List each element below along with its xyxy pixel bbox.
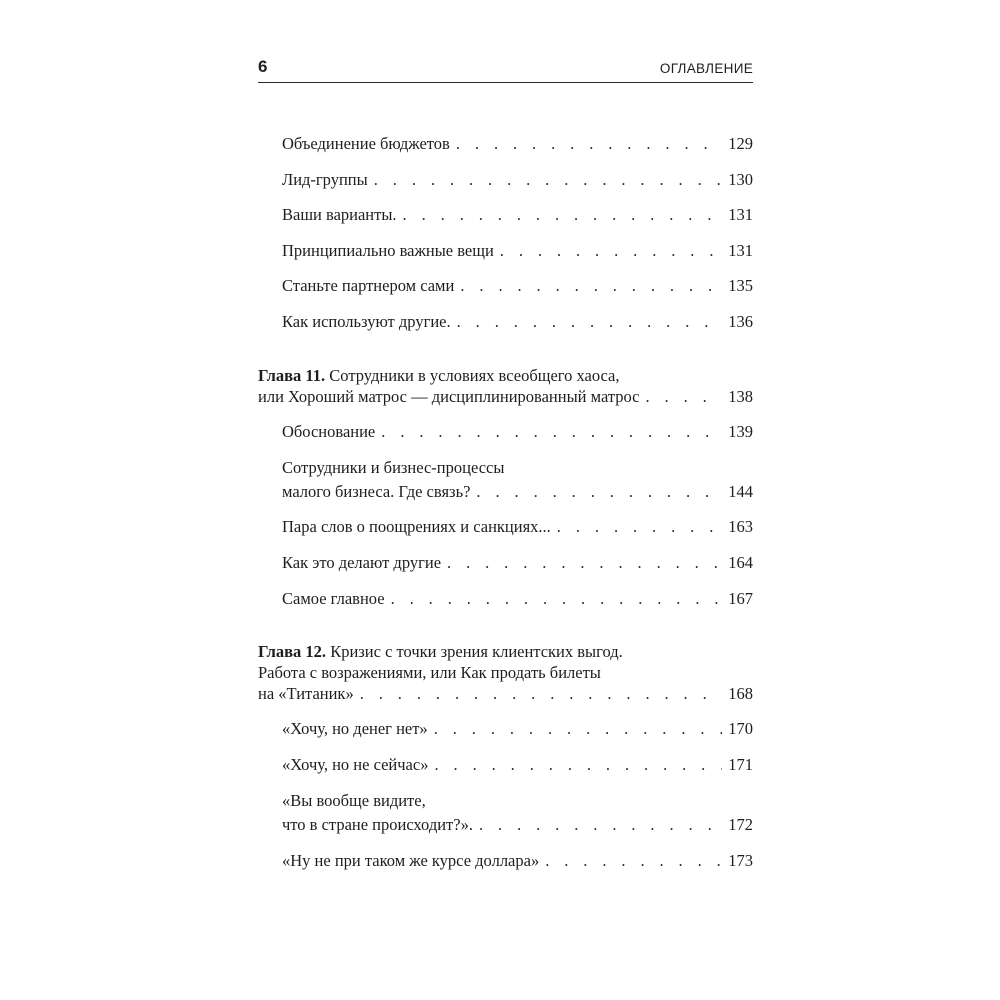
chapter-label: Глава 11. xyxy=(258,366,326,385)
toc-entry-page: 167 xyxy=(728,589,753,608)
section-title: ОГЛАВЛЕНИЕ xyxy=(659,61,753,76)
dot-leader xyxy=(456,132,722,156)
toc-entry-title: Объединение бюджетов xyxy=(282,134,450,153)
dot-leader xyxy=(476,480,722,504)
toc-entry-title: Принципиально важные вещи xyxy=(282,241,494,260)
toc-entry xyxy=(282,274,753,298)
toc-entry-page: 164 xyxy=(728,553,753,572)
toc-entry xyxy=(282,168,753,192)
dot-leader xyxy=(360,682,723,706)
dot-leader xyxy=(447,551,722,575)
running-head xyxy=(258,56,753,83)
toc-entry xyxy=(282,551,753,575)
toc-entry-title: «Ну не при таком же курсе доллара» xyxy=(282,851,540,870)
toc-entry-title: малого бизнеса. Где связь? xyxy=(282,482,471,501)
dot-leader xyxy=(545,849,722,873)
toc-entry-title: Станьте партнером сами xyxy=(282,276,455,295)
chapter-title-line-2: Работа с возражениями, или Как продать билеты xyxy=(258,663,601,682)
page-number: 6 xyxy=(258,57,268,76)
toc-entry xyxy=(282,587,753,611)
toc-entry-page: 131 xyxy=(728,241,753,260)
toc-entry-page: 139 xyxy=(728,422,753,441)
dot-leader xyxy=(457,310,723,334)
toc-entry-title: Самое главное xyxy=(282,589,385,608)
toc-entry-page: 135 xyxy=(728,276,753,295)
dot-leader xyxy=(500,239,722,263)
dot-leader xyxy=(646,385,723,409)
toc-entry-page: 138 xyxy=(728,387,753,406)
dot-leader xyxy=(460,274,722,298)
toc-entry xyxy=(282,717,753,741)
chapter-title-line-1: Сотрудники в условиях всеобщего хаоса, xyxy=(329,366,620,385)
chapter-title-line-2: или Хороший матрос — дисциплинированный матрос xyxy=(258,387,640,406)
toc-entry-chapter-11 xyxy=(258,385,753,409)
toc-entry-page: 172 xyxy=(728,815,753,834)
chapter-label: Глава 12. xyxy=(258,642,327,661)
toc-entry-page: 136 xyxy=(728,312,753,331)
toc-entry-title: Лид-группы xyxy=(282,170,368,189)
chapter-title-line-1: Кризис с точки зрения клиентских выгод. xyxy=(330,642,623,661)
toc-entry xyxy=(282,420,753,444)
toc-entry xyxy=(282,515,753,539)
toc-entry xyxy=(282,753,753,777)
toc-entry xyxy=(282,132,753,156)
dot-leader xyxy=(434,717,723,741)
toc-entry-title: Пара слов о поощрениях и санкциях... xyxy=(282,517,551,536)
toc-entry-title-line-1: «Вы вообще видите, xyxy=(282,791,426,810)
toc-entry-chapter-12 xyxy=(258,682,753,706)
toc-entry-page: 144 xyxy=(728,482,753,501)
toc-entry xyxy=(282,480,753,504)
toc-entry xyxy=(282,813,753,837)
toc-entry-page: 131 xyxy=(728,205,753,224)
toc-entry-title-line-1: Сотрудники и бизнес-процессы xyxy=(282,458,505,477)
dot-leader xyxy=(403,203,723,227)
toc-entry-title: «Хочу, но денег нет» xyxy=(282,719,428,738)
dot-leader xyxy=(374,168,723,192)
toc-entry xyxy=(282,239,753,263)
chapter-title-line-3: на «Титаник» xyxy=(258,684,354,703)
toc-entry-page: 129 xyxy=(728,134,753,153)
toc-entry-title: «Хочу, но не сейчас» xyxy=(282,755,429,774)
toc-entry xyxy=(282,310,753,334)
toc-entry-title: что в стране происходит?». xyxy=(282,815,473,834)
toc-entry-title: Ваши варианты. xyxy=(282,205,397,224)
toc-entry-page: 168 xyxy=(728,684,753,703)
toc-entry-page: 170 xyxy=(728,719,753,738)
dot-leader xyxy=(557,515,722,539)
toc-entry-title: Как это делают другие xyxy=(282,553,442,572)
dot-leader xyxy=(434,753,722,777)
toc-entry xyxy=(282,849,753,873)
toc-entry-page: 171 xyxy=(728,755,753,774)
toc-entry-page: 163 xyxy=(728,517,753,536)
toc-entry-page: 173 xyxy=(728,851,753,870)
toc-entry-title: Обоснование xyxy=(282,422,376,441)
dot-leader xyxy=(479,813,722,837)
toc-entry-page: 130 xyxy=(728,170,753,189)
dot-leader xyxy=(391,587,723,611)
toc-entry xyxy=(282,203,753,227)
toc-entry-title: Как используют другие. xyxy=(282,312,451,331)
dot-leader xyxy=(381,420,722,444)
